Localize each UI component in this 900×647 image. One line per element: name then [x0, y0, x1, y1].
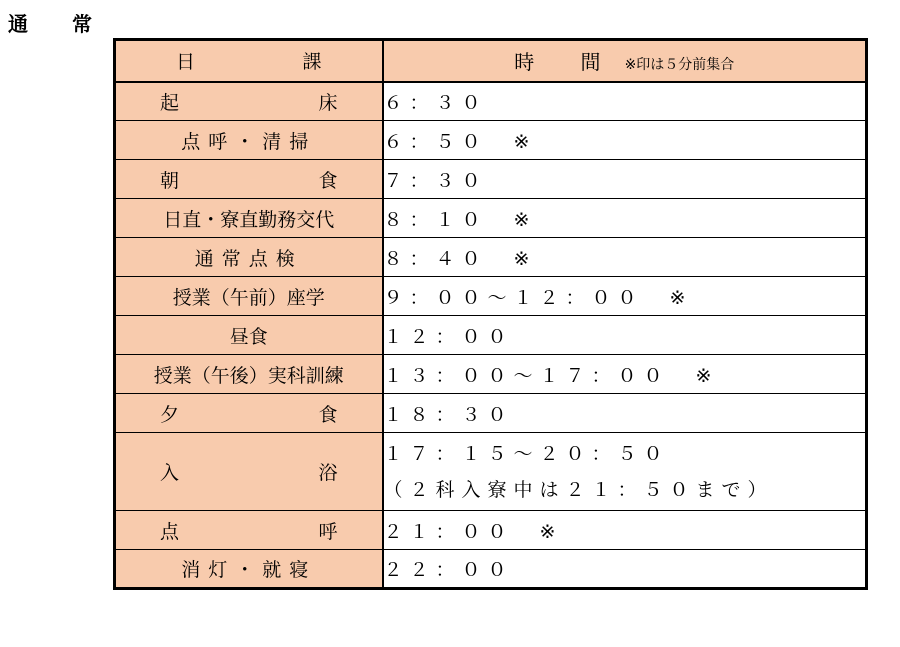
section-heading: [8, 8, 92, 37]
table-row: [115, 160, 867, 199]
time-cell: １８：３０: [383, 394, 867, 433]
time-cell: １２：００: [383, 316, 867, 355]
time-cell: ８：１０ ※: [383, 199, 867, 238]
schedule-item-char-2: 呼: [318, 520, 338, 543]
schedule-item-char-2: 食: [318, 403, 338, 426]
schedule-item-cell: [115, 511, 383, 550]
table-row: [115, 511, 867, 550]
table-header-row: [115, 40, 867, 82]
time-cell: ９：００～１２：００ ※: [383, 277, 867, 316]
schedule-item-cell: 日直・寮直勤務交代: [115, 199, 383, 238]
table-row: [115, 433, 867, 511]
table-row: [115, 121, 867, 160]
schedule-item-char-2: 床: [318, 91, 338, 114]
schedule-item-cell: [115, 394, 383, 433]
table-row: [115, 199, 867, 238]
schedule-item-char-2: 浴: [318, 462, 338, 484]
section-heading-char-1: 通: [8, 12, 28, 36]
schedule-item-cell: [115, 160, 383, 199]
schedule-item-cell: 消灯・就寝: [115, 550, 383, 589]
table-row: [115, 550, 867, 589]
header-schedule-char-1: 日: [176, 51, 196, 74]
time-cell: ２１：００ ※: [383, 511, 867, 550]
schedule-item-cell: 昼食: [115, 316, 383, 355]
time-cell: [383, 433, 867, 511]
schedule-item-cell: 通常点検: [115, 238, 383, 277]
time-cell: ６：３０: [383, 82, 867, 121]
schedule-item-char-1: 起: [160, 91, 180, 114]
header-time-cell: [383, 40, 867, 82]
time-line-2: （２科入寮中は２１：５０まで）: [383, 478, 774, 501]
schedule-item-char-1: 朝: [160, 169, 180, 192]
schedule-item-char-1: 点: [160, 520, 180, 543]
time-cell: ２２：００: [383, 550, 867, 589]
daily-schedule-table: [113, 38, 868, 590]
time-line-1: １７：１５～２０：５０: [383, 442, 670, 465]
schedule-item-cell: [115, 82, 383, 121]
time-cell: ８：４０ ※: [383, 238, 867, 277]
schedule-item-cell: 授業（午前）座学: [115, 277, 383, 316]
table-row: [115, 355, 867, 394]
section-heading-char-2: 常: [72, 12, 92, 36]
schedule-item-cell: [115, 433, 383, 511]
schedule-item-char-1: 入: [160, 462, 180, 484]
schedule-item-cell: 授業（午後）実科訓練: [115, 355, 383, 394]
table-row: [115, 82, 867, 121]
table-row: [115, 277, 867, 316]
header-time-label: 時 間: [514, 50, 621, 75]
table-row: [115, 316, 867, 355]
time-cell: １３：００～１７：００ ※: [383, 355, 867, 394]
header-note: ※印は５分前集合: [624, 57, 735, 74]
header-schedule-cell: [115, 40, 383, 82]
schedule-item-char-1: 夕: [160, 403, 180, 426]
table-row: [115, 238, 867, 277]
schedule-item-char-2: 食: [318, 169, 338, 192]
time-cell: ７：３０: [383, 160, 867, 199]
time-cell: ６：５０ ※: [383, 121, 867, 160]
header-schedule-char-2: 課: [302, 51, 322, 74]
schedule-item-cell: 点呼・清掃: [115, 121, 383, 160]
table-row: [115, 394, 867, 433]
